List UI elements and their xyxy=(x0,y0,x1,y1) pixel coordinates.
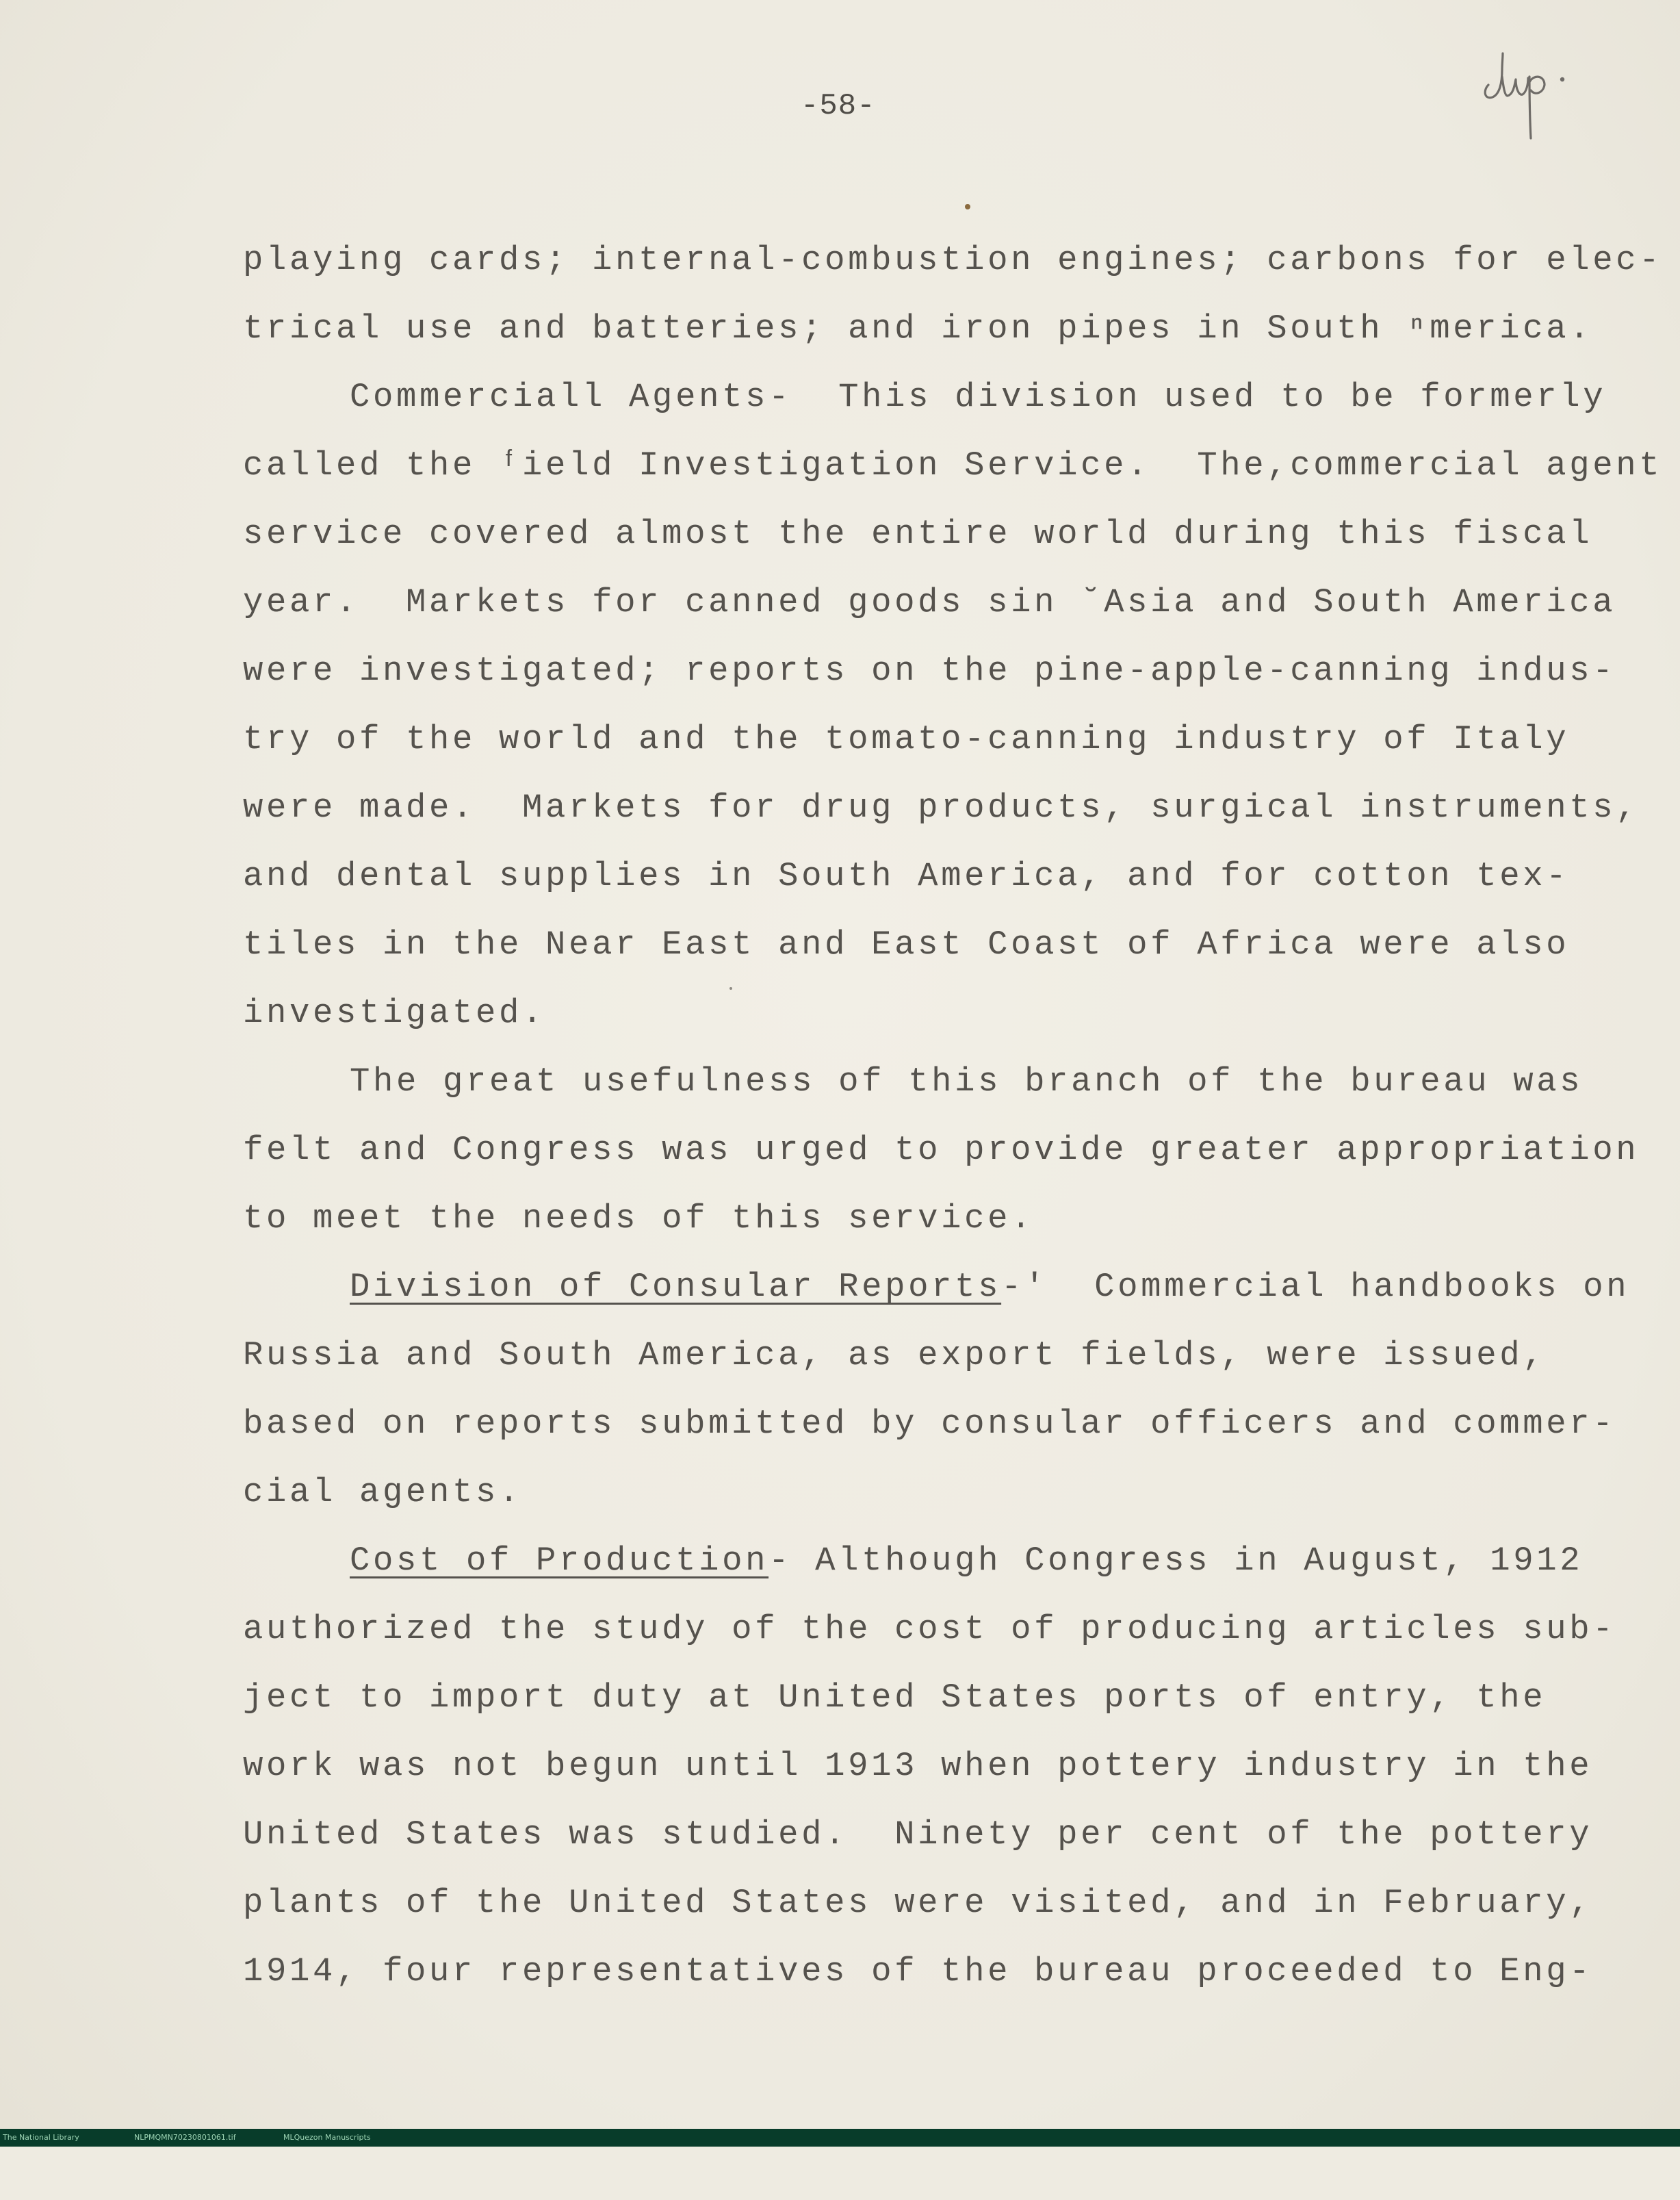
section-heading: Division of Consular Reports xyxy=(350,1268,1002,1306)
text-run: - Although Congress in August, 1912 xyxy=(768,1542,1584,1580)
text-line: work was not begun until 1913 when pottery industry in the xyxy=(243,1747,1593,1785)
text-run: -' Commercial handbooks on xyxy=(1001,1268,1630,1306)
text-line: felt and Congress was urged to provide greater appropriation xyxy=(243,1131,1640,1169)
handwritten-dup-mark xyxy=(1482,49,1605,152)
text-line: trical use and batteries; and iron pipes in South ⁿmerica. xyxy=(243,309,1593,348)
section-heading: Cost of Production xyxy=(350,1542,769,1580)
footer-file: NLPMQMN70230801061.tif xyxy=(134,2133,236,2142)
text-line: ject to import duty at United States ports of entry, the xyxy=(243,1678,1547,1717)
text-line: United States was studied. Ninety per cent of the pottery xyxy=(243,1815,1593,1854)
text-line: Russia and South America, as export fields, were issued, xyxy=(243,1336,1547,1374)
text-line: service covered almost the entire world during this fiscal xyxy=(243,515,1593,553)
body-text xyxy=(243,226,1663,2006)
text-line: investigated. xyxy=(243,994,546,1032)
text-line: tiles in the Near East and East Coast of Africa were also xyxy=(243,925,1570,964)
text-line: cial agents. xyxy=(243,1473,523,1511)
footer-collection: MLQuezon Manuscripts xyxy=(283,2133,371,2142)
text-line xyxy=(243,1253,1630,1321)
text-line: plants of the United States were visited, and in February, xyxy=(243,1884,1593,1922)
scan-footer xyxy=(0,2129,1680,2147)
text-line: The great usefulness of this branch of the bureau was xyxy=(350,1062,1584,1101)
text-line: playing cards; internal-combustion engines; carbons for elec- xyxy=(243,241,1663,279)
text-line: 1914, four representatives of the bureau proceeded to Eng- xyxy=(243,1952,1593,1991)
ink-speck xyxy=(965,204,970,209)
footer-library: The National Library xyxy=(3,2133,79,2142)
text-line: were investigated; reports on the pine-apple-canning indus- xyxy=(243,652,1616,690)
page-number: -58- xyxy=(801,89,876,123)
handwritten-annotation xyxy=(1482,49,1605,152)
text-line: to meet the needs of this service. xyxy=(243,1199,1035,1238)
text-line: year. Markets for canned goods sin ˘Asia and South America xyxy=(243,583,1616,622)
text-line: try of the world and the tomato-canning industry of Italy xyxy=(243,720,1570,758)
text-line: Commerciall Agents- This division used to be formerly xyxy=(350,378,1607,416)
text-line: called the ᶠield Investigation Service. The,commercial agent xyxy=(243,446,1663,485)
text-line: based on reports submitted by consular officers and commer- xyxy=(243,1405,1616,1443)
text-line xyxy=(243,1526,1598,1595)
text-line: and dental supplies in South America, and for cotton tex- xyxy=(243,857,1570,895)
text-line: authorized the study of the cost of producing articles sub- xyxy=(243,1610,1616,1648)
text-line: were made. Markets for drug products, surgical instruments, xyxy=(243,789,1640,827)
